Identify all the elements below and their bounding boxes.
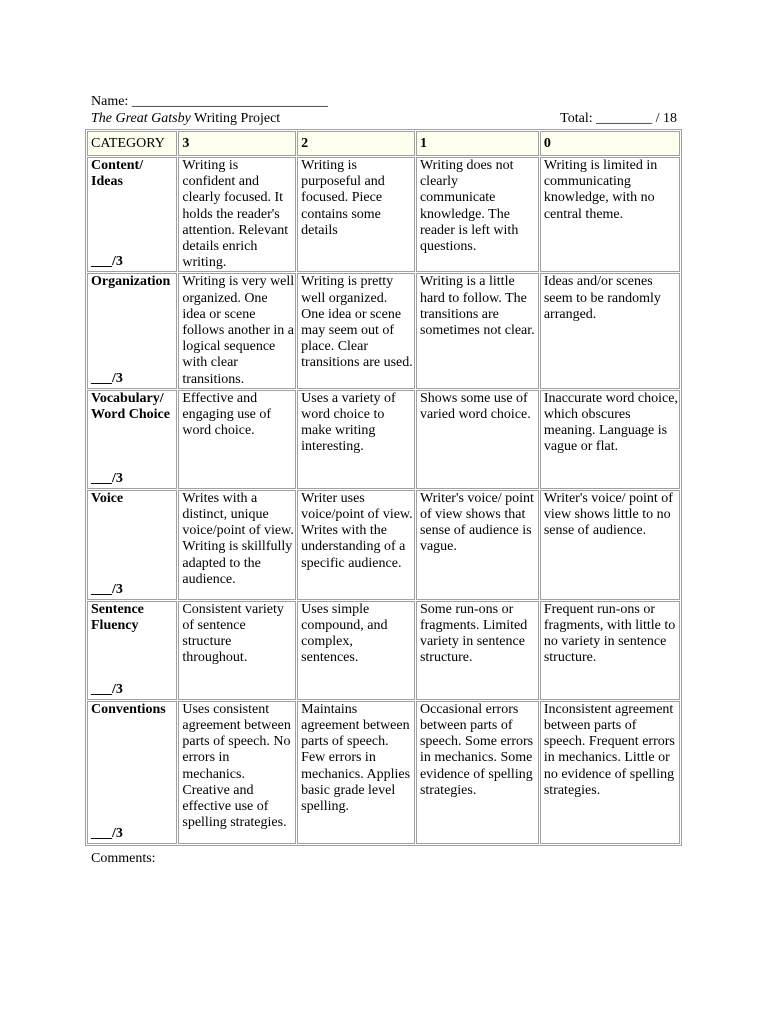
rubric-cell-level-0: Inaccurate word choice, which obscures meaning. Language is vague or flat. [540, 390, 680, 489]
category-label: Content/ Ideas [91, 158, 144, 190]
rubric-cell-level-2: Uses simple compound, and complex, sentences. [297, 601, 415, 700]
column-header-category: CATEGORY [87, 131, 177, 156]
rubric-cell-level-3: Writes with a distinct, unique voice/point of view. Writing is skillfully adapted to the audience. [178, 490, 296, 600]
column-header-level-2: 2 [297, 131, 415, 156]
category-label: Vocabulary/ Word Choice [91, 390, 170, 423]
project-title-line [91, 110, 677, 127]
score-blank: ___/3 [91, 254, 123, 270]
project-title-suffix: Writing Project [190, 111, 281, 126]
score-blank: ___/3 [91, 825, 123, 841]
category-label: Organization [91, 274, 171, 290]
rubric-cell-level-3: Effective and engaging use of word choice. [178, 390, 296, 489]
rubric-cell-level-2: Uses a variety of word choice to make writing interesting. [297, 390, 415, 489]
category-cell [87, 390, 177, 489]
rubric-row-content-ideas [87, 157, 680, 272]
category-cell [87, 601, 177, 700]
book-title: The Great Gatsby [91, 111, 191, 126]
rubric-cell-level-0: Writing is limited in communicating knowledge, with no central theme. [540, 157, 680, 272]
rubric-table [85, 129, 682, 846]
score-blank: ___/3 [91, 581, 123, 597]
rubric-cell-level-2: Writer uses voice/point of view. Writes with the understanding of a specific audience. [297, 490, 415, 600]
rubric-cell-level-1: Some run-ons or fragments. Limited variety in sentence structure. [416, 601, 539, 700]
rubric-cell-level-1: Writing does not clearly communicate knowledge. The reader is left with questions. [416, 157, 539, 272]
rubric-cell-level-0: Inconsistent agreement between parts of speech. Frequent errors in mechanics. Little or no evidence of spelling strategies. [540, 701, 680, 844]
comments-label: Comments: [91, 851, 156, 866]
category-cell [87, 273, 177, 388]
category-label: Voice [91, 490, 124, 506]
category-label: Sentence Fluency [91, 601, 144, 634]
rubric-cell-level-2: Writing is pretty well organized. One idea or scene may seem out of place. Clear transitions are used. [297, 273, 415, 388]
rubric-row-voice [87, 490, 680, 600]
rubric-cell-level-2: Writing is purposeful and focused. Piece contains some details [297, 157, 415, 272]
rubric-cell-level-0: Frequent run-ons or fragments, with little to no variety in sentence structure. [540, 601, 680, 700]
score-blank: ___/3 [91, 681, 123, 697]
column-header-level-1: 1 [416, 131, 539, 156]
rubric-row-sentence-fluency [87, 601, 680, 700]
column-header-level-3: 3 [178, 131, 296, 156]
rubric-cell-level-1: Writer's voice/ point of view shows that sense of audience is vague. [416, 490, 539, 600]
rubric-cell-level-3: Consistent variety of sentence structure throughout. [178, 601, 296, 700]
score-blank: ___/3 [91, 470, 123, 486]
rubric-row-conventions [87, 701, 680, 844]
score-blank: ___/3 [91, 370, 123, 386]
rubric-cell-level-3: Writing is very well organized. One idea or scene follows another in a logical sequence with clear transitions. [178, 273, 296, 388]
rubric-cell-level-1: Occasional errors between parts of speech. Some errors in mechanics. Some evidence of spelling strategies. [416, 701, 539, 844]
rubric-cell-level-0: Writer's voice/ point of view shows little to no sense of audience. [540, 490, 680, 600]
total-score-field: Total: ________ / 18 [560, 111, 677, 126]
rubric-cell-level-0: Ideas and/or scenes seem to be randomly arranged. [540, 273, 680, 388]
rubric-cell-level-1: Shows some use of varied word choice. [416, 390, 539, 489]
rubric-cell-level-3: Writing is confident and clearly focused. It holds the reader's attention. Relevant details enrich writing. [178, 157, 296, 272]
category-cell [87, 701, 177, 844]
rubric-cell-level-1: Writing is a little hard to follow. The transitions are sometimes not clear. [416, 273, 539, 388]
rubric-cell-level-3: Uses consistent agreement between parts of speech. No errors in mechanics. Creative and effective use of spelling strategies. [178, 701, 296, 844]
category-label: Conventions [91, 701, 166, 717]
category-cell [87, 490, 177, 600]
name-field-line: Name: ____________________________ [91, 94, 328, 109]
rubric-row-vocabulary [87, 390, 680, 489]
category-cell [87, 157, 177, 272]
rubric-header-row [87, 131, 680, 156]
rubric-row-organization [87, 273, 680, 388]
rubric-cell-level-2: Maintains agreement between parts of speech. Few errors in mechanics. Applies basic grade level spelling. [297, 701, 415, 844]
column-header-level-0: 0 [540, 131, 680, 156]
